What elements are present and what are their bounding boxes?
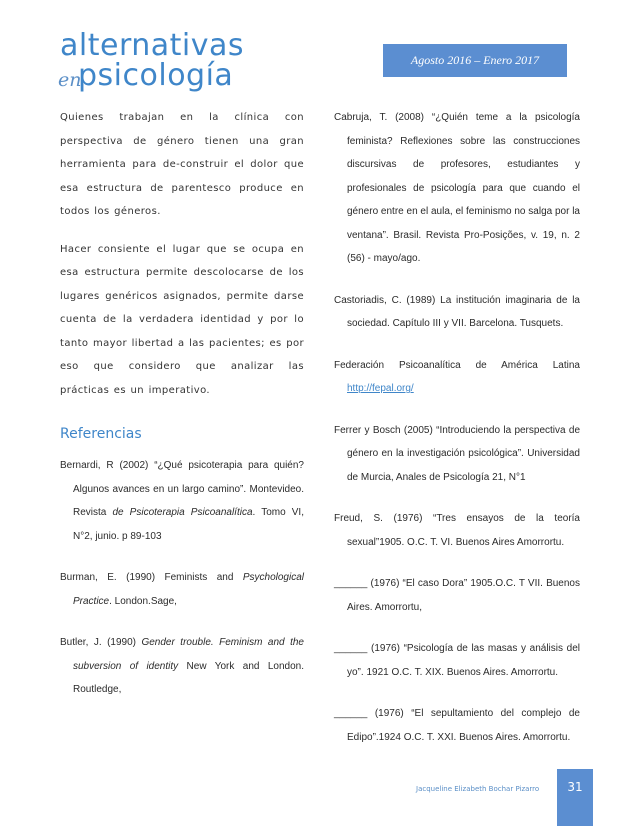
journal-logo — [60, 28, 260, 98]
reference-cabruja: Cabruja, T. (2008) “¿Quién teme a la psicología feminista? Reflexiones sobre las construcciones discursivas de profesores, estudiantes y profesionales de psicología para que cuando el género entre en el aula, el feminismo no salga por la ventana”. Brasil. Revista Pro-Posições, v. 19, n. 2 (56) - mayo/ago. — [334, 112, 580, 264]
reference-fepal: Federación Psicoanalítica de América Latina http://fepal.org/ — [334, 359, 580, 394]
body-paragraph-1: Quienes trabajan en la clínica con perspectiva de género tienen una gran herramienta para de-construir el dolor que esa estructura de parentesco produce en todos los géneros. — [60, 112, 304, 217]
reference-freud-2: ______ (1976) “El caso Dora” 1905.O.C. T VII. Buenos Aires. Amorrortu, — [334, 578, 580, 613]
left-column — [60, 106, 304, 720]
logo-line-psicologia: psicología — [78, 58, 234, 93]
reference-bernardi: Bernardi, R (2002) “¿Qué psicoterapia para quién? Algunos avances en un largo camino”. Montevideo. Revista de Psicoterapia Psicoanalítica. Tomo VI, N°2, junio. p 89-103 — [60, 460, 304, 542]
issue-date-text: Agosto 2016 – Enero 2017 — [410, 53, 540, 67]
reference-butler: Butler, J. (1990) Gender trouble. Feminism and the subversion of identity New York and London. Routledge, — [60, 637, 304, 695]
references-heading: Referencias — [60, 426, 142, 442]
reference-freud-1: Freud, S. (1976) “Tres ensayos de la teoría sexual”1905. O.C. T. VI. Buenos Aires Amorrortu. — [334, 513, 580, 548]
reference-ferrer-bosch: Ferrer y Bosch (2005) “Introduciendo la perspectiva de género en la investigación psicológica”. Universidad de Murcia, Anales de Psicología 21, N°1 — [334, 424, 580, 483]
right-column — [334, 106, 580, 767]
page-number-tab — [557, 769, 593, 826]
logo-line-alternativas: alternativas — [60, 28, 245, 63]
body-paragraph-2: Hacer consiente el lugar que se ocupa en esa estructura permite descolocarse de los lugares genéricos asignados, permite darse cuenta de la verdadera identidad y por lo tanto mayor libertad a las pacientes; es por eso que considero que analizar las prácticas es un imperativo. — [60, 243, 304, 396]
reference-castoriadis: Castoriadis, C. (1989) La institución imaginaria de la sociedad. Capítulo III y VII. Barcelona. Tusquets. — [334, 294, 580, 329]
fepal-link[interactable]: http://fepal.org/ — [347, 383, 414, 394]
logo-en: en — [58, 69, 82, 91]
reference-freud-4: ______ (1976) “El sepultamiento del complejo de Edipo”.1924 O.C. T. XXI. Buenos Aires. Amorrortu. — [334, 708, 580, 743]
page-number: 31 — [567, 780, 583, 794]
reference-burman: Burman, E. (1990) Feminists and Psychological Practice. London.Sage, — [60, 572, 304, 607]
reference-freud-3: ______ (1976) “Psicología de las masas y análisis del yo”. 1921 O.C. T. XIX. Buenos Aires. Amorrortu. — [334, 643, 580, 678]
footer-author: Jacqueline Elizabeth Bochar Pizarro — [416, 785, 540, 793]
issue-date-badge — [383, 44, 567, 77]
